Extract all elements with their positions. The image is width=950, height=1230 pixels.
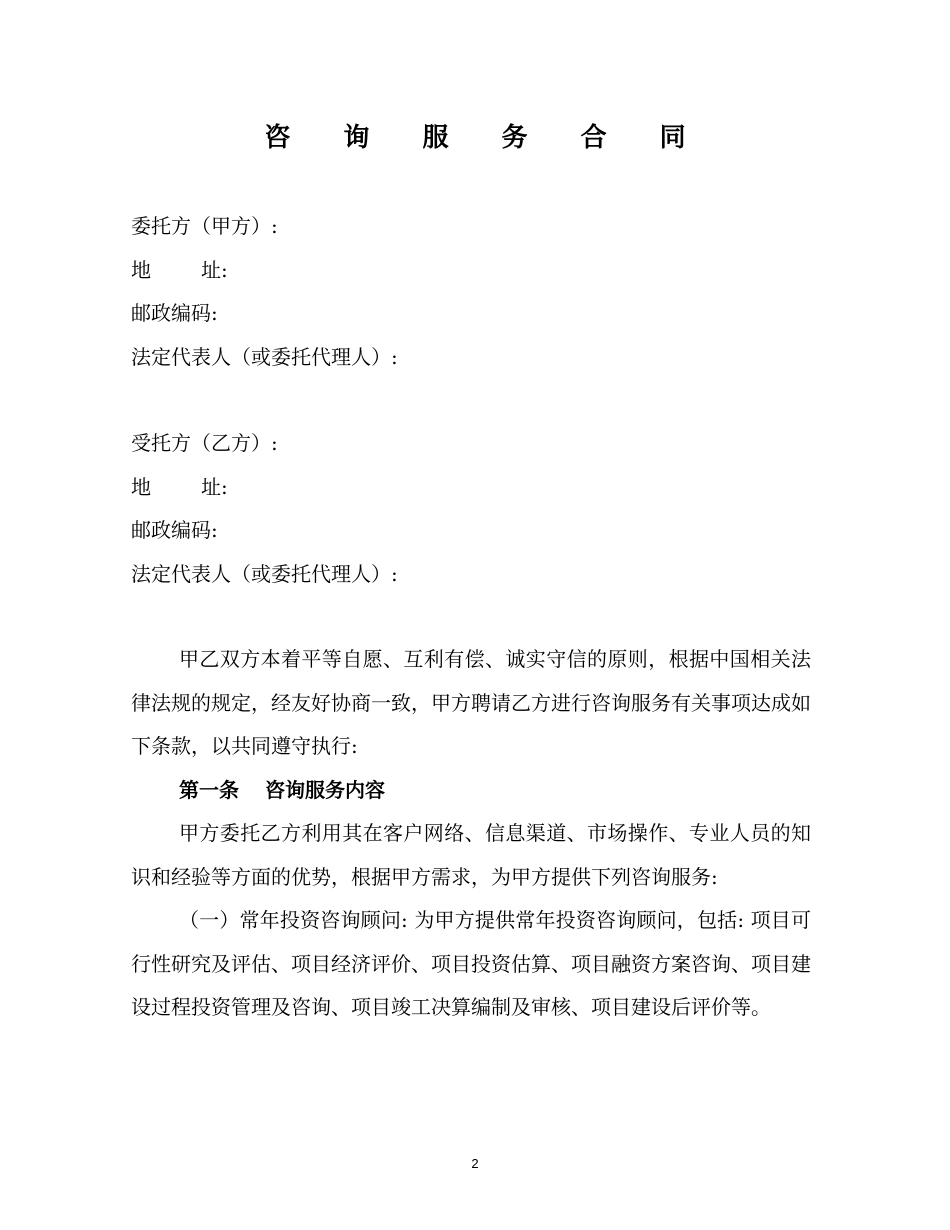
preamble-paragraph: 甲乙双方本着平等自愿、互利有偿、诚实守信的原则，根据中国相关法律法规的规定，经友好协商一致，甲方聘请乙方进行咨询服务有关事项达成如下条款，以共同遵守执行: [131, 647, 811, 758]
party-a-address-label [131, 249, 811, 293]
article-1-heading [131, 769, 811, 813]
article-1-title: 咨询服务内容 [265, 777, 385, 802]
party-a-postcode-label: 邮政编码: [131, 301, 218, 325]
party-a-representative-label: 法定代表人（或委托代理人）: [131, 344, 398, 369]
article-1-paragraph-1: 甲方委托乙方利用其在客户网络、信息渠道、市场操作、专业人员的知识和经验等方面的优势，根据甲方需求，为甲方提供下列咨询服务: [131, 821, 811, 889]
address-label-part-1: 地 [131, 257, 151, 282]
page-number: 2 [471, 1156, 479, 1171]
document-title: 咨 询 服 务 合 同 [264, 123, 708, 153]
article-1-number: 第一条 [179, 777, 239, 802]
party-b-postcode-label: 邮政编码: [131, 518, 218, 542]
address-label-part-2: 址: [201, 474, 228, 499]
contract-body [131, 638, 811, 1030]
party-b-representative-label: 法定代表人（或委托代理人）: [131, 561, 398, 586]
party-a-block [131, 205, 811, 379]
party-b-name-label: 受托方（乙方）: [131, 431, 278, 455]
address-label-part-1: 地 [131, 474, 151, 499]
address-label-part-2: 址: [201, 257, 228, 282]
article-1-paragraph-2: （一）常年投资咨询顾问: 为甲方提供常年投资咨询顾问，包括: 项目可行性研究及评估、项目经济评价、项目投资估算、项目融资方案咨询、项目建设过程投资管理及咨询、项目竣工决算编制及审核、项目建设后评价等。 [131, 908, 811, 1019]
party-a-name-label: 委托方（甲方）: [131, 214, 278, 238]
party-b-block [131, 422, 811, 596]
party-b-address-label [131, 466, 811, 510]
